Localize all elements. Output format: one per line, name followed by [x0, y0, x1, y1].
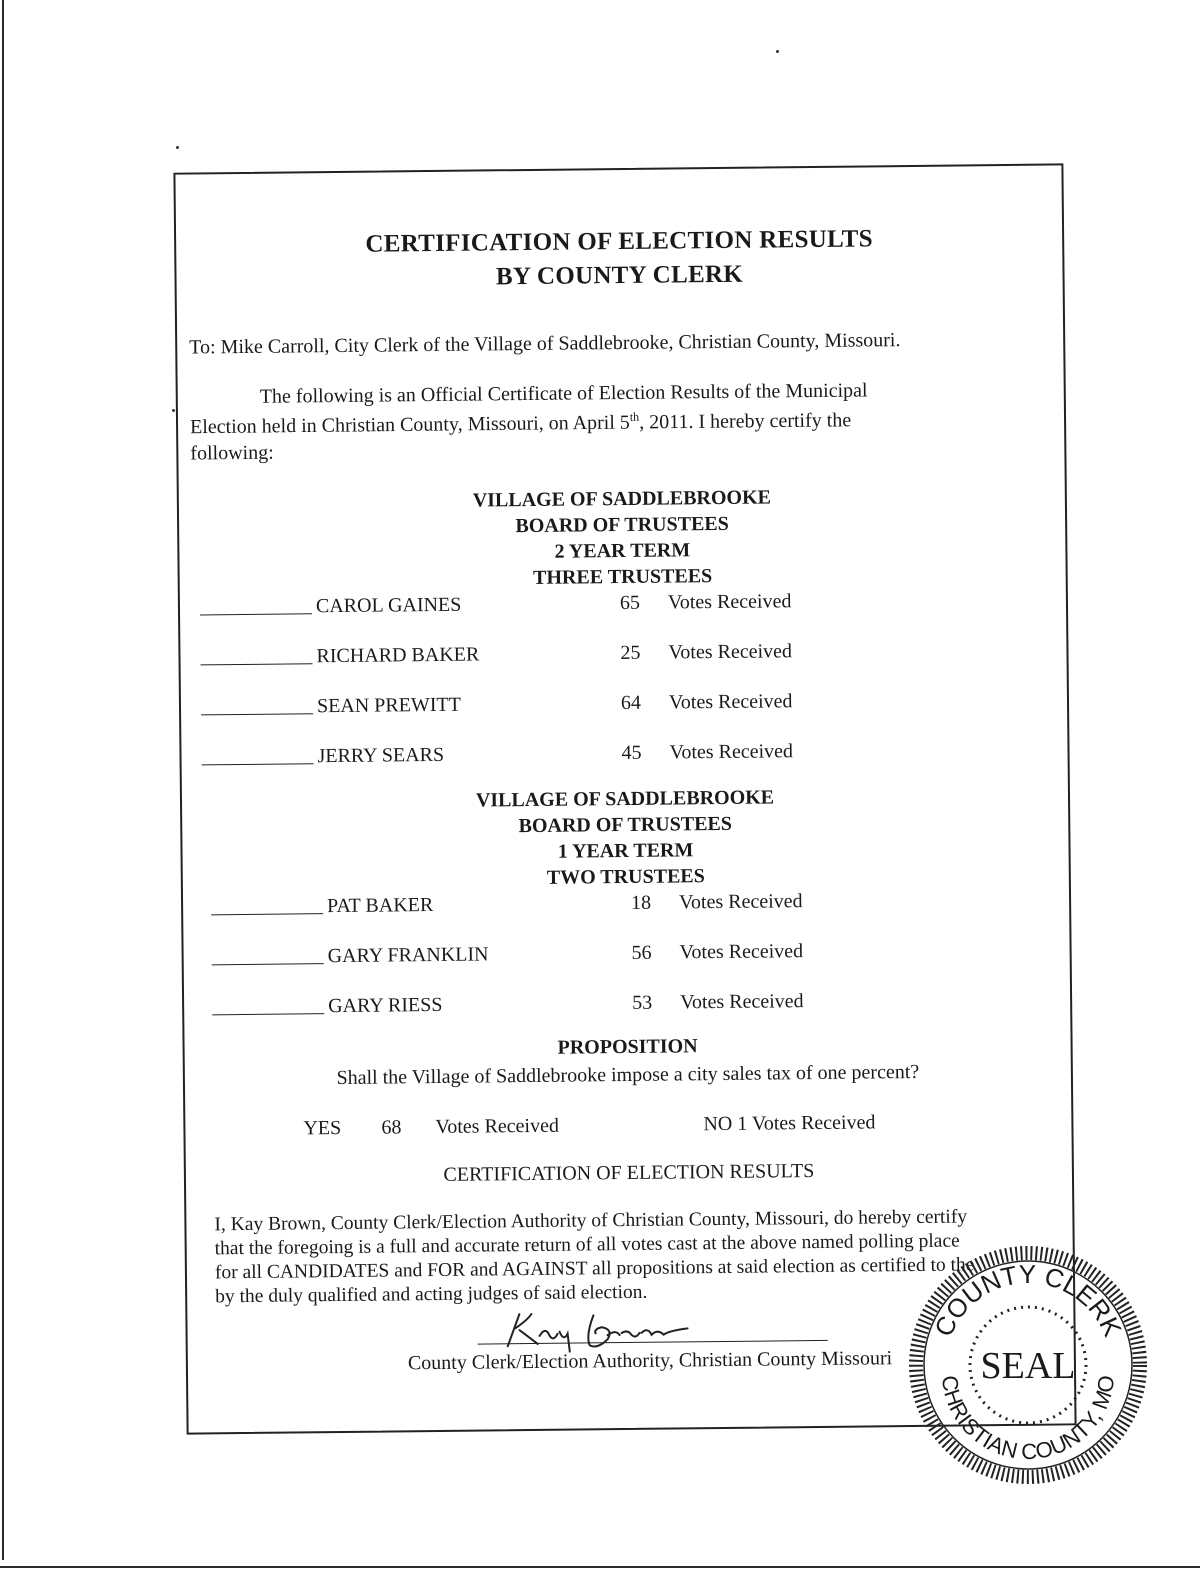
vote-count: 56: [631, 941, 652, 964]
vote-count: 45: [621, 741, 642, 765]
signature-image: [497, 1304, 717, 1354]
candidate-row: [201, 737, 1061, 772]
candidate-row: [212, 937, 1072, 972]
page-edge-bottom: [0, 1566, 1200, 1568]
candidate-name-text: RICHARD BAKER: [316, 643, 480, 668]
mark-blank: [211, 913, 323, 915]
intro-line2-start: Election held in Christian County, Missouri, on April 5: [189, 411, 630, 439]
votes-received-label: Votes Received: [668, 690, 793, 714]
scan-speck: [776, 50, 779, 53]
no-vote-result: NO 1 Votes Received: [703, 1111, 876, 1136]
yes-label: YES: [303, 1116, 342, 1140]
proposition-results-row: [303, 1110, 1003, 1143]
mark-blank: [212, 1013, 324, 1015]
certification-heading: CERTIFICATION OF ELECTION RESULTS: [443, 1160, 815, 1186]
certification-line3: for all CANDIDATES and FOR and AGAINST all propositions at said election as certified to the: [214, 1254, 975, 1284]
mark-blank: [201, 663, 313, 665]
candidate-name-text: GARY RIESS: [328, 993, 443, 1018]
votes-received-label: Votes Received: [669, 740, 794, 764]
certification-line2: that the foregoing is a full and accurate return of all votes cast at the above named polling place: [214, 1230, 960, 1260]
race2-heading-line1: VILLAGE OF SADDLEBROOKE: [475, 786, 775, 812]
vote-count: 65: [619, 591, 641, 615]
county-clerk-seal: [908, 1245, 1148, 1485]
candidate-name: [200, 644, 479, 670]
page-edge-left: [2, 0, 4, 1560]
vote-count: 18: [630, 891, 652, 914]
vote-count: 64: [620, 691, 642, 715]
yes-votes-received-label: Votes Received: [435, 1114, 560, 1139]
candidate-name-text: CAROL GAINES: [315, 593, 462, 618]
certificate-box: [173, 163, 1076, 1434]
candidate-name: [201, 744, 444, 770]
candidate-name-text: PAT BAKER: [326, 894, 434, 918]
race1-heading-line4: THREE TRUSTEES: [532, 565, 713, 589]
vote-count: 53: [632, 991, 653, 1014]
candidate-row: [200, 637, 1060, 672]
candidate-name-text: GARY FRANKLIN: [327, 943, 489, 968]
race2-heading-line3: 1 YEAR TERM: [557, 839, 694, 863]
candidate-name: [201, 694, 461, 720]
race1-heading-line3: 2 YEAR TERM: [554, 539, 691, 563]
yes-vote-count: 68: [381, 1116, 402, 1139]
votes-received-label: Votes Received: [678, 890, 803, 914]
intro-line2-end: , 2011. I hereby certify the: [639, 409, 852, 434]
votes-received-label: Votes Received: [667, 590, 792, 614]
seal-bottom-text: CHRISTIAN COUNTY, MO: [936, 1373, 1120, 1465]
addressee-line: To: Mike Carroll, City Clerk of the Village of Saddlebrooke, Christian County, Missouri.: [189, 329, 901, 359]
date-ordinal-suffix: th: [629, 409, 640, 424]
candidate-name-text: SEAN PREWITT: [316, 693, 462, 718]
document-title-line2: BY COUNTY CLERK: [495, 260, 744, 291]
race2-heading-line4: TWO TRUSTEES: [546, 865, 705, 889]
certification-line1: I, Kay Brown, County Clerk/Election Authority of Christian County, Missouri, do hereby certify: [214, 1206, 968, 1236]
scan-speck: [172, 409, 175, 412]
signature-caption: County Clerk/Election Authority, Christian County Missouri: [407, 1347, 893, 1375]
mark-blank: [202, 763, 314, 765]
seal-center-text: SEAL: [980, 1345, 1076, 1387]
candidate-row: [200, 587, 1060, 622]
mark-blank: [212, 963, 324, 965]
intro-line2: [190, 408, 851, 440]
intro-line3: following:: [190, 441, 274, 465]
seal-top-text: COUNTY CLERK: [928, 1258, 1128, 1341]
race2-heading-line2: BOARD OF TRUSTEES: [518, 812, 733, 838]
candidate-name: [212, 994, 443, 1019]
certification-line4: by the duly qualified and acting judges of said election.: [215, 1281, 648, 1308]
votes-received-label: Votes Received: [668, 640, 793, 664]
mark-blank: [200, 613, 312, 615]
candidate-row: [201, 687, 1061, 722]
candidate-name: [211, 894, 433, 919]
vote-count: 25: [620, 641, 641, 665]
proposition-question: Shall the Village of Saddlebrooke impose a city sales tax of one percent?: [336, 1060, 920, 1090]
candidate-name: [212, 943, 489, 969]
race1-heading-line1: VILLAGE OF SADDLEBROOKE: [472, 486, 772, 512]
candidate-row: [211, 887, 1071, 922]
race1-heading-line2: BOARD OF TRUSTEES: [515, 512, 729, 538]
mark-blank: [201, 713, 313, 715]
proposition-heading: PROPOSITION: [557, 1035, 698, 1059]
candidate-row: [212, 987, 1072, 1022]
candidate-name: [200, 594, 462, 620]
intro-line1: The following is an Official Certificate of Election Results of the Municipal: [259, 379, 868, 408]
document-title-line1: CERTIFICATION OF ELECTION RESULTS: [365, 225, 874, 258]
votes-received-label: Votes Received: [679, 940, 804, 964]
scan-speck: [176, 146, 179, 149]
votes-received-label: Votes Received: [680, 990, 804, 1014]
candidate-name-text: JERRY SEARS: [317, 743, 445, 768]
